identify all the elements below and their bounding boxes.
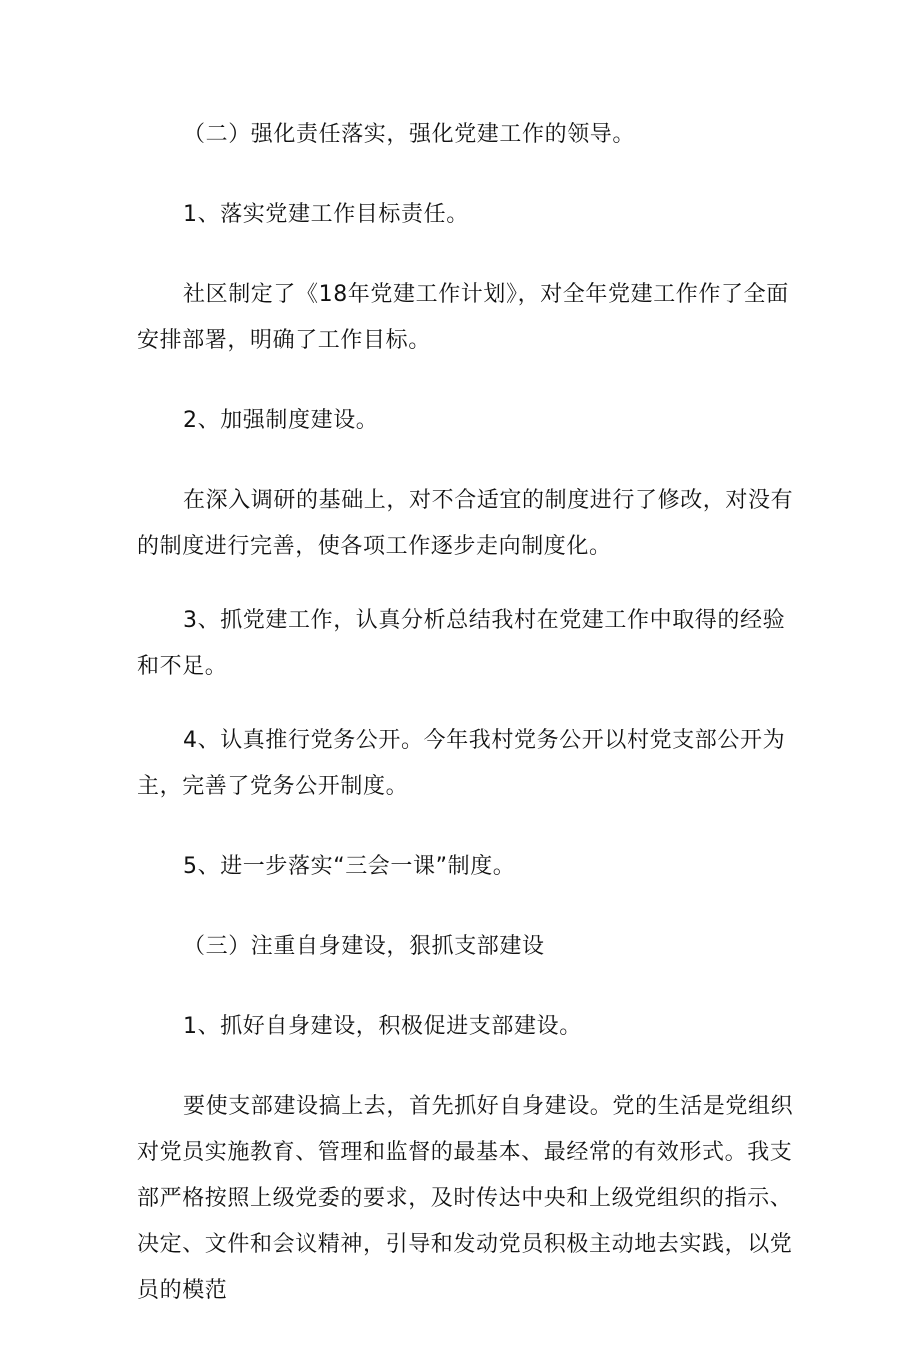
section-heading-2: （二）强化责任落实，强化党建工作的领导。: [183, 122, 636, 147]
section-heading-3: （三）注重自身建设，狠抓支部建设: [183, 934, 545, 959]
item-heading-3: 3、抓党建工作，认真分析总结我村在党建工作中取得的经验和不足。: [137, 608, 786, 679]
body-paragraph: 要使支部建设搞上去，首先抓好自身建设。党的生活是党组织对党员实施教育、管理和监督的最基本、最经常的有效形式。我支部严格按照上级党委的要求，及时传达中央和上级党组织的指示、决定、文件和会议精神，引导和发动党员积极主动地去实践，以党员的模范: [137, 1094, 794, 1303]
document-body: [137, 112, 797, 1348]
item-heading-1b: 1、抓好自身建设，积极促进支部建设。: [183, 1014, 582, 1039]
item-heading-4: 4、认真推行党务公开。今年我村党务公开以村党支部公开为主，完善了党务公开制度。: [137, 728, 786, 799]
body-paragraph: 社区制定了《18年党建工作计划》，对全年党建工作作了全面安排部署，明确了工作目标。: [137, 282, 789, 353]
item-heading-5: 5、进一步落实“三会一课”制度。: [183, 854, 516, 879]
item-heading-1: 1、落实党建工作目标责任。: [183, 202, 469, 227]
item-heading-2: 2、加强制度建设。: [183, 408, 379, 433]
body-paragraph: 在深入调研的基础上，对不合适宜的制度进行了修改，对没有的制度进行完善，使各项工作逐步走向制度化。: [137, 488, 794, 559]
